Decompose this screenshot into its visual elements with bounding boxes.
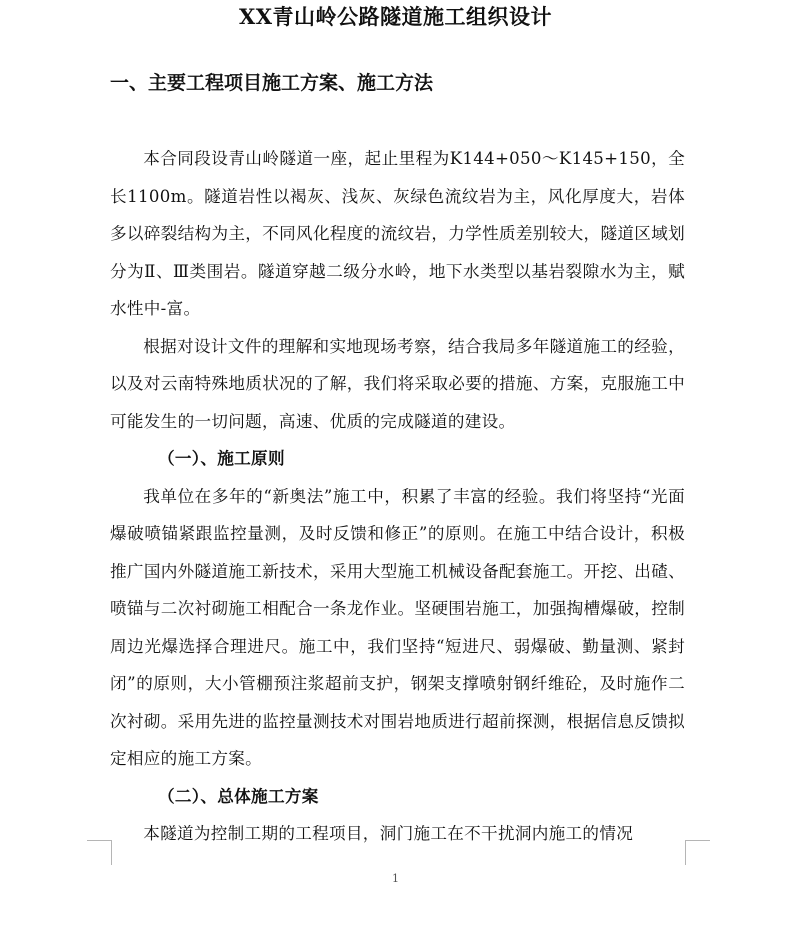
subheading: （一）、施工原则 <box>158 448 285 468</box>
document-title: XX青山岭公路隧道施工组织设计 <box>238 4 553 29</box>
paragraph: 我单位在多年的“新奥法”施工中，积累了丰富的经验。我们将坚持“光面爆破喷锚紧跟监控量测，及时反馈和修正”的原则。在施工中结合设计，积极推广国内外隧道施工新技术，采用大型施工机械设备配套施工。开挖、出碴、喷锚与二次衬砌施工相配合一条龙作业。坚硬围岩施工，加强掏槽爆破，控制周边光爆选择合理进尺。施工中，我们坚持“短进尺、弱爆破、勤量测、紧封闭”的原则，大小管棚预注浆超前支护，钢架支撑喷射钢纤维砼，及时施作二次衬砌。采用先进的监控量测技术对围岩地质进行超前探测，根据信息反馈拟定相应的施工方案。 <box>110 486 685 768</box>
crop-mark-left <box>87 840 112 865</box>
paragraph: 根据对设计文件的理解和实地现场考察，结合我局多年隧道施工的经验，以及对云南特殊地质状况的了解，我们将采取必要的措施、方案，克服施工中可能发生的一切问题，高速、优质的完成隧道的建设。 <box>110 336 685 431</box>
crop-mark-right <box>685 840 710 865</box>
section-heading: 一、主要工程项目施工方案、施工方法 <box>110 72 434 94</box>
paragraph: 本隧道为控制工期的工程项目，洞门施工在不干扰洞内施工的情况 <box>143 824 634 843</box>
subheading: （二）、总体施工方案 <box>158 785 319 806</box>
page-number: 1 <box>392 872 399 885</box>
paragraph: 本合同段设青山岭隧道一座，起止里程为K144+050～K145+150，全长1100m。隧道岩性以褐灰、浅灰、灰绿色流纹岩为主，风化厚度大，岩体多以碎裂结构为主，不同风化程度的流纹岩，力学性质差别较大，隧道区域划分为Ⅱ、Ⅲ类围岩。隧道穿越二级分水岭，地下水类型以基岩裂隙水为主，赋水性中-富。 <box>110 149 685 318</box>
document-body <box>110 140 685 853</box>
